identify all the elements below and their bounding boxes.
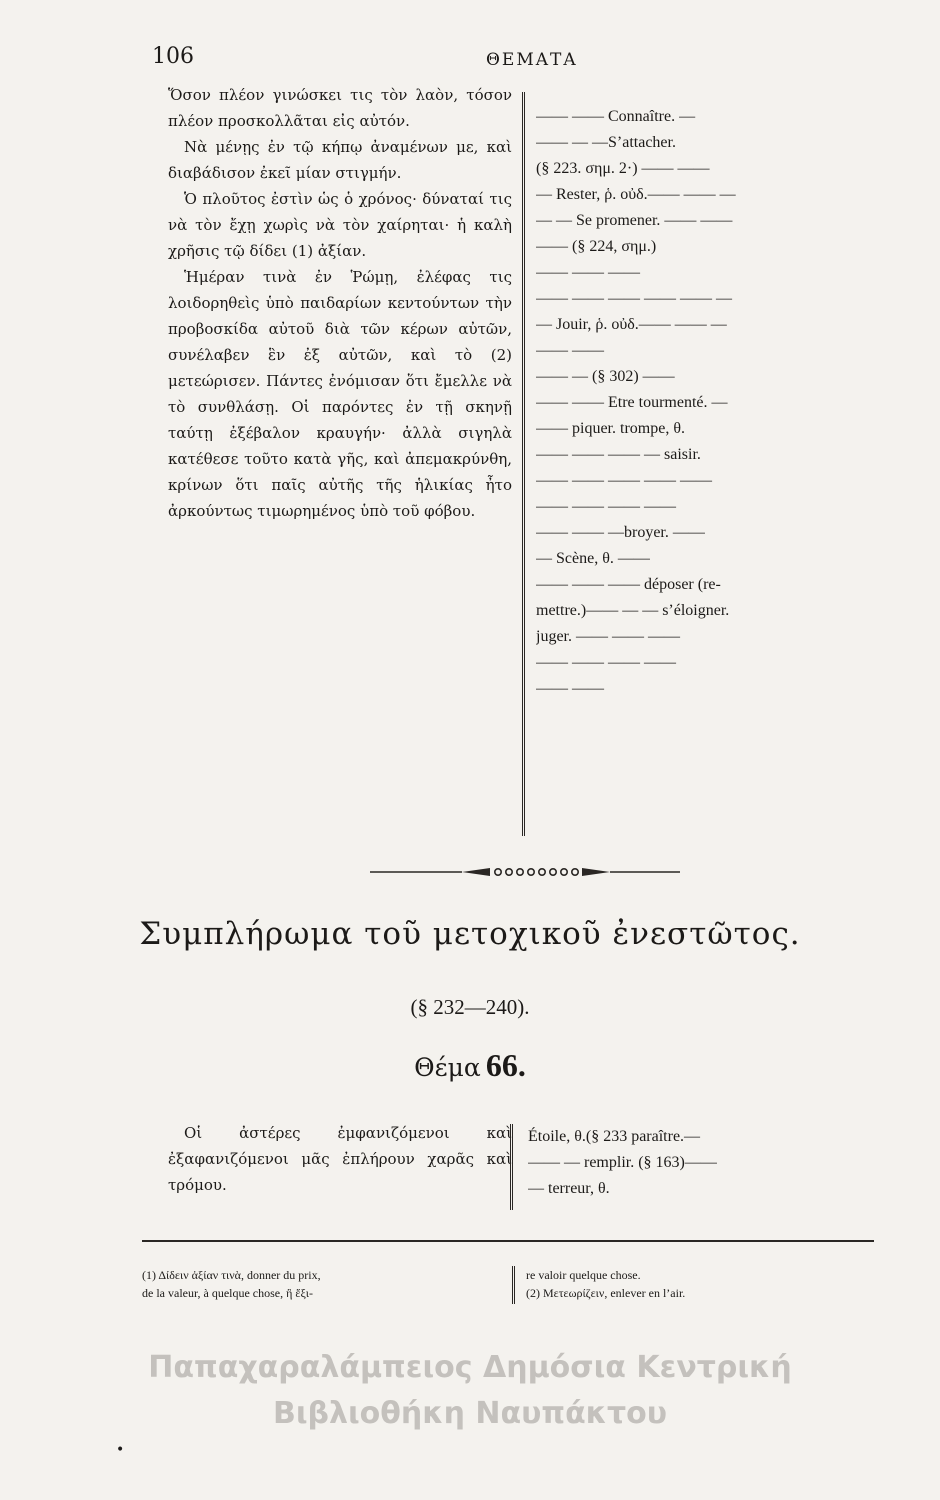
section-title: Συμπλήρωμα τοῦ μετοχικοῦ ἐνεστῶτος. (139, 916, 801, 952)
column-divider (510, 1124, 513, 1210)
exercise-greek-text (168, 1120, 512, 1198)
vocabulary-line: —— —— Etre tourmenté. — (536, 394, 728, 411)
watermark-line: Βιβλιοθήκη Ναυπάκτου (272, 1396, 668, 1431)
greek-text-column (168, 82, 512, 524)
vocabulary-line: — Scène, θ. —— (536, 550, 650, 567)
vocabulary-line: —— —— —— déposer (re- (536, 576, 721, 593)
exercise-vocabulary-column (528, 1124, 886, 1202)
vocabulary-line: —— (§ 224, σημ.) (536, 238, 657, 255)
page-number: 106 (152, 44, 194, 69)
footnotes-left (142, 1266, 321, 1302)
vocabulary-line: —— —— —broyer. —— (536, 524, 705, 541)
vocabulary-line: — — Se promener. —— —— (536, 212, 733, 229)
vocabulary-line: —— —— —— —— (536, 498, 676, 515)
column-divider (512, 1266, 515, 1304)
vocabulary-line: — Jouir, ῥ. οὐδ.—— —— — (536, 316, 727, 333)
vocabulary-line: juger. —— —— —— (536, 628, 680, 645)
vocabulary-line: —— —— (536, 680, 604, 697)
footnote-line: de la valeur, à quelque chose, ἢ ἔξι- (142, 1286, 314, 1300)
vocabulary-line: —— —— (536, 342, 604, 359)
greek-paragraph: Ἡμέραν τινὰ ἐν Ῥώμῃ, ἐλέφας τις λοιδορηθεὶς ὑπὸ παιδαρίων κεντούντων τὴν προβοσκίδα αὐτοῦ διὰ τῶν κέρων αὐτῶν, συνέλαβεν ἓν ἐξ αὐτῶν, καὶ τὸ (2) μετεώρισεν. Πάντες ἐνόμισαν ὅτι ἔμελλε νὰ τὸ συνθλάσῃ. Οἱ παρόντες ἐν τῇ σκηνῇ ταύτῃ ἐξέβαλον κραυγήν· ἀλλὰ σιγηλὰ κατέθεσε τοῦτο κατὰ γῆς, καὶ ἀπεμακρύνθη, κρίνων ὅτι παῖς αὐτῆς τῆς ἡλικίας ἦτο ἀρκούντως τιμωρημένος ὑπὸ τοῦ φόβου. (168, 268, 512, 520)
vocabulary-line: (§ 223. σημ. 2·) —— —— (536, 160, 710, 177)
vocabulary-line: — Rester, ῥ. οὐδ.—— —— — (536, 186, 736, 203)
footnotes-right (526, 1266, 685, 1302)
exercise-label: Θέμα (414, 1053, 481, 1082)
watermark-line: Παπαχαραλάμπειος Δημόσια Κεντρική (148, 1350, 792, 1385)
vocabulary-line: — terreur, θ. (528, 1180, 610, 1197)
running-head: ΘΕΜΑΤΑ (486, 50, 578, 70)
vocabulary-line: Étoile, θ.(§ 233 paraître.— (528, 1128, 701, 1145)
vocabulary-line: —— —— —— — saisir. (536, 446, 701, 463)
vocabulary-line: —— —— —— (536, 264, 640, 281)
vocabulary-line: —— —— —— —— —— (536, 472, 712, 489)
section-reference: (§ 232—240). (410, 995, 530, 1019)
ink-dot: • (116, 1442, 125, 1458)
greek-paragraph: Νὰ μένῃς ἐν τῷ κήπῳ ἀναμένων με, καὶ διαβάδισον ἐκεῖ μίαν στιγμήν. (168, 138, 512, 182)
footnote-line: re valoir quelque chose. (526, 1268, 641, 1282)
footnote-line: (1) Δίδειν ἀξίαν τινὰ, donner du prix, (142, 1268, 321, 1282)
greek-paragraph: Ὅσον πλέον γινώσκει τις τὸν λαὸν, τόσον πλέον προσκολλᾶται εἰς αὐτόν. (168, 86, 512, 130)
exercise-heading (0, 1047, 940, 1084)
vocabulary-line: mettre.)—— — — s’éloigner. (536, 602, 730, 619)
column-divider (522, 92, 525, 836)
ornament-divider (370, 862, 680, 882)
vocabulary-line: —— —— Connaître. — (536, 108, 696, 125)
vocabulary-line: —— — (§ 302) —— (536, 368, 675, 385)
vocabulary-line: —— —— —— —— (536, 654, 676, 671)
vocabulary-line: —— — remplir. (§ 163)—— (528, 1154, 717, 1171)
greek-paragraph: Οἱ ἀστέρες ἐμφανιζόμενοι καὶ ἐξαφανιζόμενοι μᾶς ἐπλήρουν χαρᾶς καὶ τρόμου. (168, 1124, 512, 1194)
vocabulary-line: —— —— —— —— —— — (536, 290, 732, 307)
library-watermark (0, 1345, 940, 1437)
vocabulary-column (536, 104, 894, 702)
footnote-rule (142, 1240, 874, 1242)
vocabulary-line: —— piquer. trompe, θ. (536, 420, 685, 437)
vocabulary-line: —— — —S’attacher. (536, 134, 676, 151)
footnote-line: (2) Μετεωρίζειν, enlever en l’air. (526, 1286, 686, 1300)
greek-paragraph: Ὁ πλοῦτος ἐστὶν ὡς ὁ χρόνος· δύναταί τις νὰ τὸν ἔχῃ χωρὶς νὰ τὸν χαίρηται· ἡ καλὴ χρῆσις τῷ δίδει (1) ἀξίαν. (168, 190, 512, 260)
exercise-number: 66. (485, 1047, 526, 1083)
